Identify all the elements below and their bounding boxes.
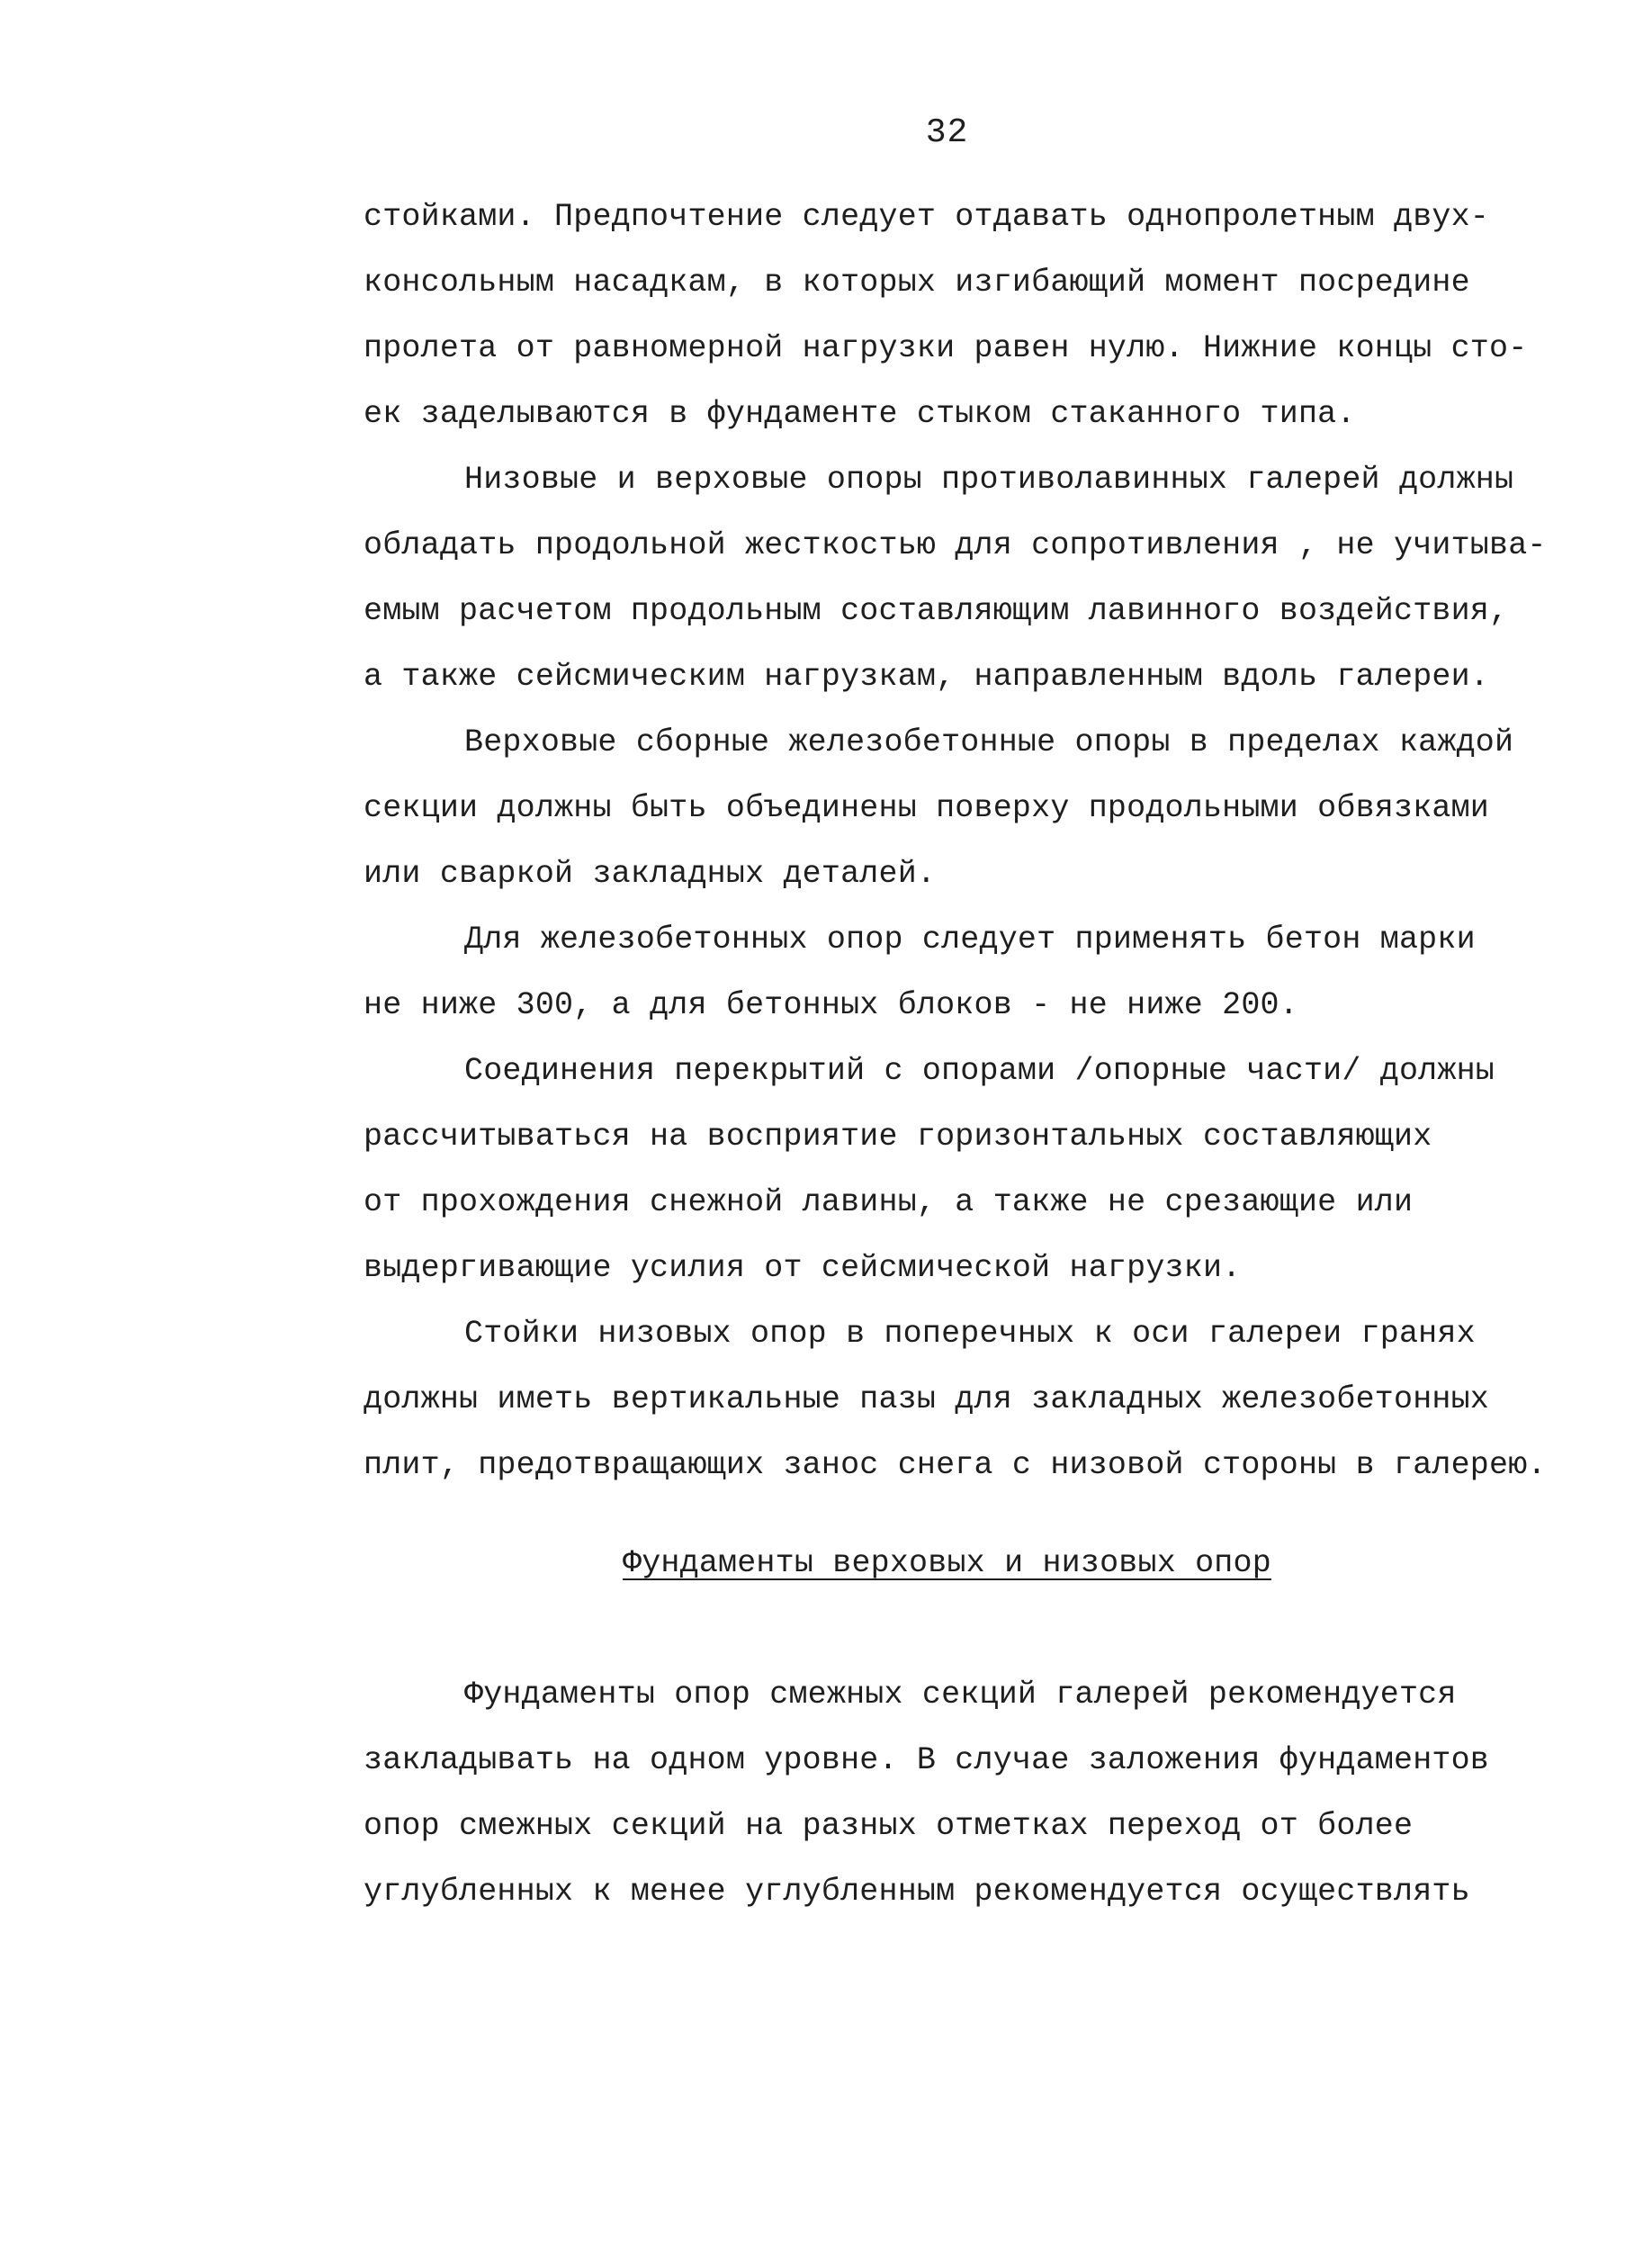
- text-line: Низовые и верховые опоры противолавинных галерей должны: [464, 462, 1514, 498]
- section-heading-wrap: [364, 1531, 1623, 1662]
- text-line: не ниже 300, а для бетонных блоков - не ниже 200.: [364, 987, 1298, 1023]
- section-heading: Фундаменты верховых и низовых опор: [623, 1545, 1271, 1581]
- text-line: углубленных к менее углубленным рекомендуется осуществлять: [364, 1874, 1470, 1910]
- text-line: секции должны быть объединены поверху продольными обвязками: [364, 790, 1490, 826]
- text-line: Верховые сборные железобетонные опоры в пределах каждой: [464, 724, 1514, 760]
- text-line: плит, предотвращающих занос снега с низовой стороны в галерею.: [364, 1447, 1547, 1483]
- text-line: пролета от равномерной нагрузки равен нулю. Нижние концы сто-: [364, 330, 1528, 366]
- text-line: от прохождения снежной лавины, а также не срезающие или: [364, 1184, 1414, 1220]
- text-line: рассчитываться на восприятие горизонтальных составляющих: [364, 1119, 1432, 1155]
- body-text: [364, 184, 1623, 1925]
- paragraph: [364, 1662, 1623, 1925]
- text-line: Для железобетонных опор следует применять бетон марки: [464, 922, 1476, 958]
- text-line: стойками. Предпочтение следует отдавать однопролетным двух-: [364, 199, 1490, 235]
- text-line: ек заделываются в фундаменте стыком стаканного типа.: [364, 396, 1356, 432]
- text-line: закладывать на одном уровне. В случае заложения фундаментов: [364, 1742, 1490, 1778]
- paragraph: [364, 184, 1623, 447]
- text-line: Фундаменты опор смежных секций галерей рекомендуется: [464, 1677, 1457, 1713]
- paragraph: [364, 710, 1623, 907]
- paragraph: [364, 1039, 1623, 1301]
- text-line: Стойки низовых опор в поперечных к оси галереи гранях: [464, 1316, 1476, 1352]
- text-line: опор смежных секций на разных отметках переход от более: [364, 1808, 1414, 1844]
- text-line: выдергивающие усилия от сейсмической нагрузки.: [364, 1250, 1242, 1286]
- text-line: Соединения перекрытий с опорами /опорные части/ должны: [464, 1053, 1495, 1089]
- paragraph: [364, 907, 1623, 1039]
- text-line: должны иметь вертикальные пазы для закладных железобетонных: [364, 1381, 1490, 1417]
- text-line: обладать продольной жесткостью для сопротивления , не учитыва-: [364, 527, 1547, 563]
- section-spacer: [364, 1498, 1623, 1531]
- page-number: 32: [925, 113, 969, 152]
- text-line: или сваркой закладных деталей.: [364, 856, 937, 892]
- text-line: консольным насадкам, в которых изгибающий момент посредине: [364, 265, 1470, 301]
- text-line: емым расчетом продольным составляющим лавинного воздействия,: [364, 593, 1509, 629]
- text-line: а также сейсмическим нагрузкам, направленным вдоль галереи.: [364, 659, 1490, 695]
- paragraph: [364, 1301, 1623, 1498]
- paragraph: [364, 447, 1623, 710]
